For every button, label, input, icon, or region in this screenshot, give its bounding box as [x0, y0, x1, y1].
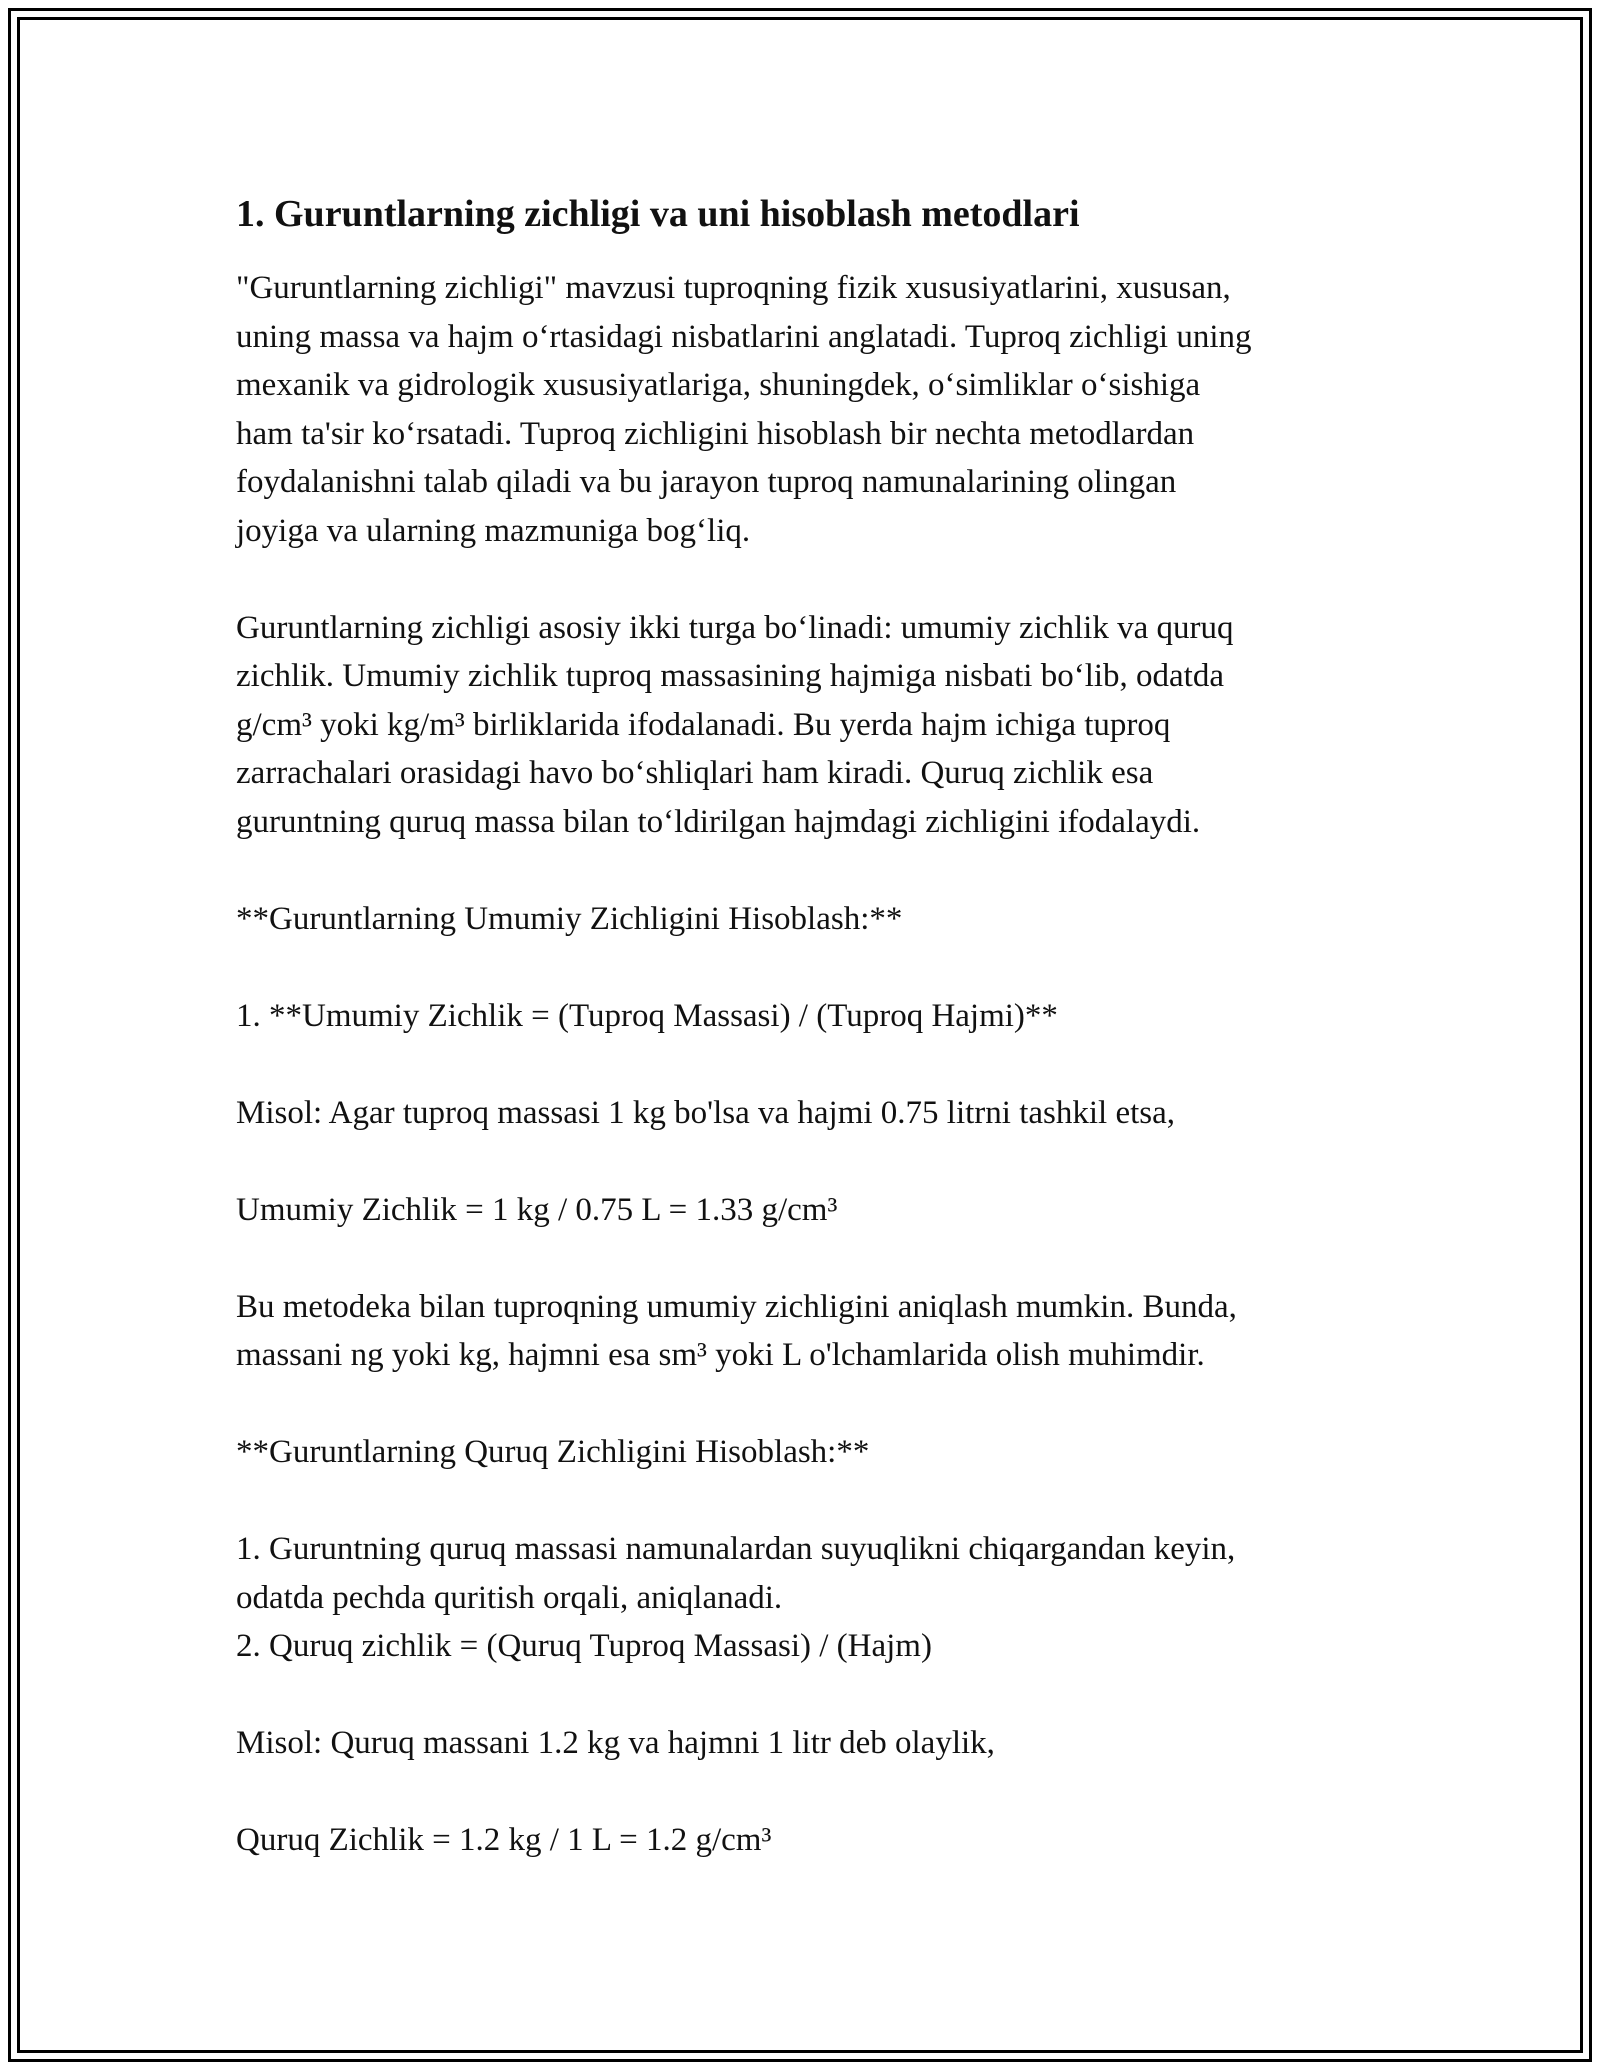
dry-density-steps: 1. Guruntning quruq massasi namunalardan suyuqlikni chiqargandan keyin, odatda pechda quritish orqali, aniqlanadi. 2. Quruq zichlik = (Quruq Tuproq Massasi) / (Hajm)	[236, 1531, 1236, 1664]
bulk-density-heading: **Guruntlarning Umumiy Zichligini Hisoblash:**	[236, 900, 903, 937]
dry-density-heading: **Guruntlarning Quruq Zichligini Hisoblash:**	[236, 1434, 870, 1470]
paragraph-spacer	[236, 555, 1396, 604]
dry-density-result: Quruq Zichlik = 1.2 kg / 1 L = 1.2 g/cm³	[236, 1822, 772, 1858]
paragraph-spacer	[236, 1234, 1396, 1283]
density-types-paragraph: Guruntlarning zichligi asosiy ikki turga bo‘linadi: umumiy zichlik va quruq zichlik. Umumiy zichlik tuproq massasining hajmiga nisbati bo‘lib, odatda g/cm³ yoki kg/m³ birliklarida ifodalanadi. Bu yerda hajm ichiga tuproq zarrachalari orasidagi havo bo‘shliqlari ham kiradi. Quruq zichlik esa guruntning quruq massa bilan to‘ldirilgan hajmdagi zichligini ifodalaydi.	[236, 609, 1234, 840]
paragraph-spacer	[236, 1768, 1396, 1817]
paragraph-spacer	[236, 1040, 1396, 1089]
paragraph-spacer	[236, 943, 1396, 992]
bulk-density-example: Misol: Agar tuproq massasi 1 kg bo'lsa va hajmi 0.75 litrni tashkil etsa,	[236, 1094, 1176, 1131]
paragraph-spacer	[236, 1137, 1396, 1186]
document-body	[236, 186, 1396, 1865]
section-title: 1. Guruntlarning zichligi va uni hisoblash metodlari	[236, 193, 1080, 235]
bulk-density-result: Umumiy Zichlik = 1 kg / 0.75 L = 1.33 g/cm³	[236, 1191, 838, 1228]
bulk-density-formula: 1. **Umumiy Zichlik = (Tuproq Massasi) / (Tuproq Hajmi)**	[236, 997, 1058, 1034]
paragraph-spacer	[236, 1671, 1396, 1720]
intro-paragraph: "Guruntlarning zichligi" mavzusi tuproqning fizik xususiyatlarini, xususan, uning massa va hajm o‘rtasidagi nisbatlarini anglatadi. Tuproq zichligi uning mexanik va gidrologik xususiyatlariga, shuningdek, o‘simliklar o‘sishiga ham ta'sir ko‘rsatadi. Tuproq zichligini hisoblash bir nechta metodlardan foydalanishni talab qiladi va bu jarayon tuproq namunalarining olingan joyiga va ularning mazmuniga bog‘liq.	[236, 270, 1252, 549]
paragraph-spacer	[236, 846, 1396, 895]
dry-density-example: Misol: Quruq massani 1.2 kg va hajmni 1 litr deb olaylik,	[236, 1725, 995, 1761]
paragraph-spacer	[236, 1477, 1396, 1526]
paragraph-spacer	[236, 1380, 1396, 1429]
method-note-paragraph: Bu metodeka bilan tuproqning umumiy zichligini aniqlash mumkin. Bunda, massani ng yoki kg, hajmni esa sm³ yoki L o'lchamlarida olish muhimdir.	[236, 1288, 1237, 1373]
